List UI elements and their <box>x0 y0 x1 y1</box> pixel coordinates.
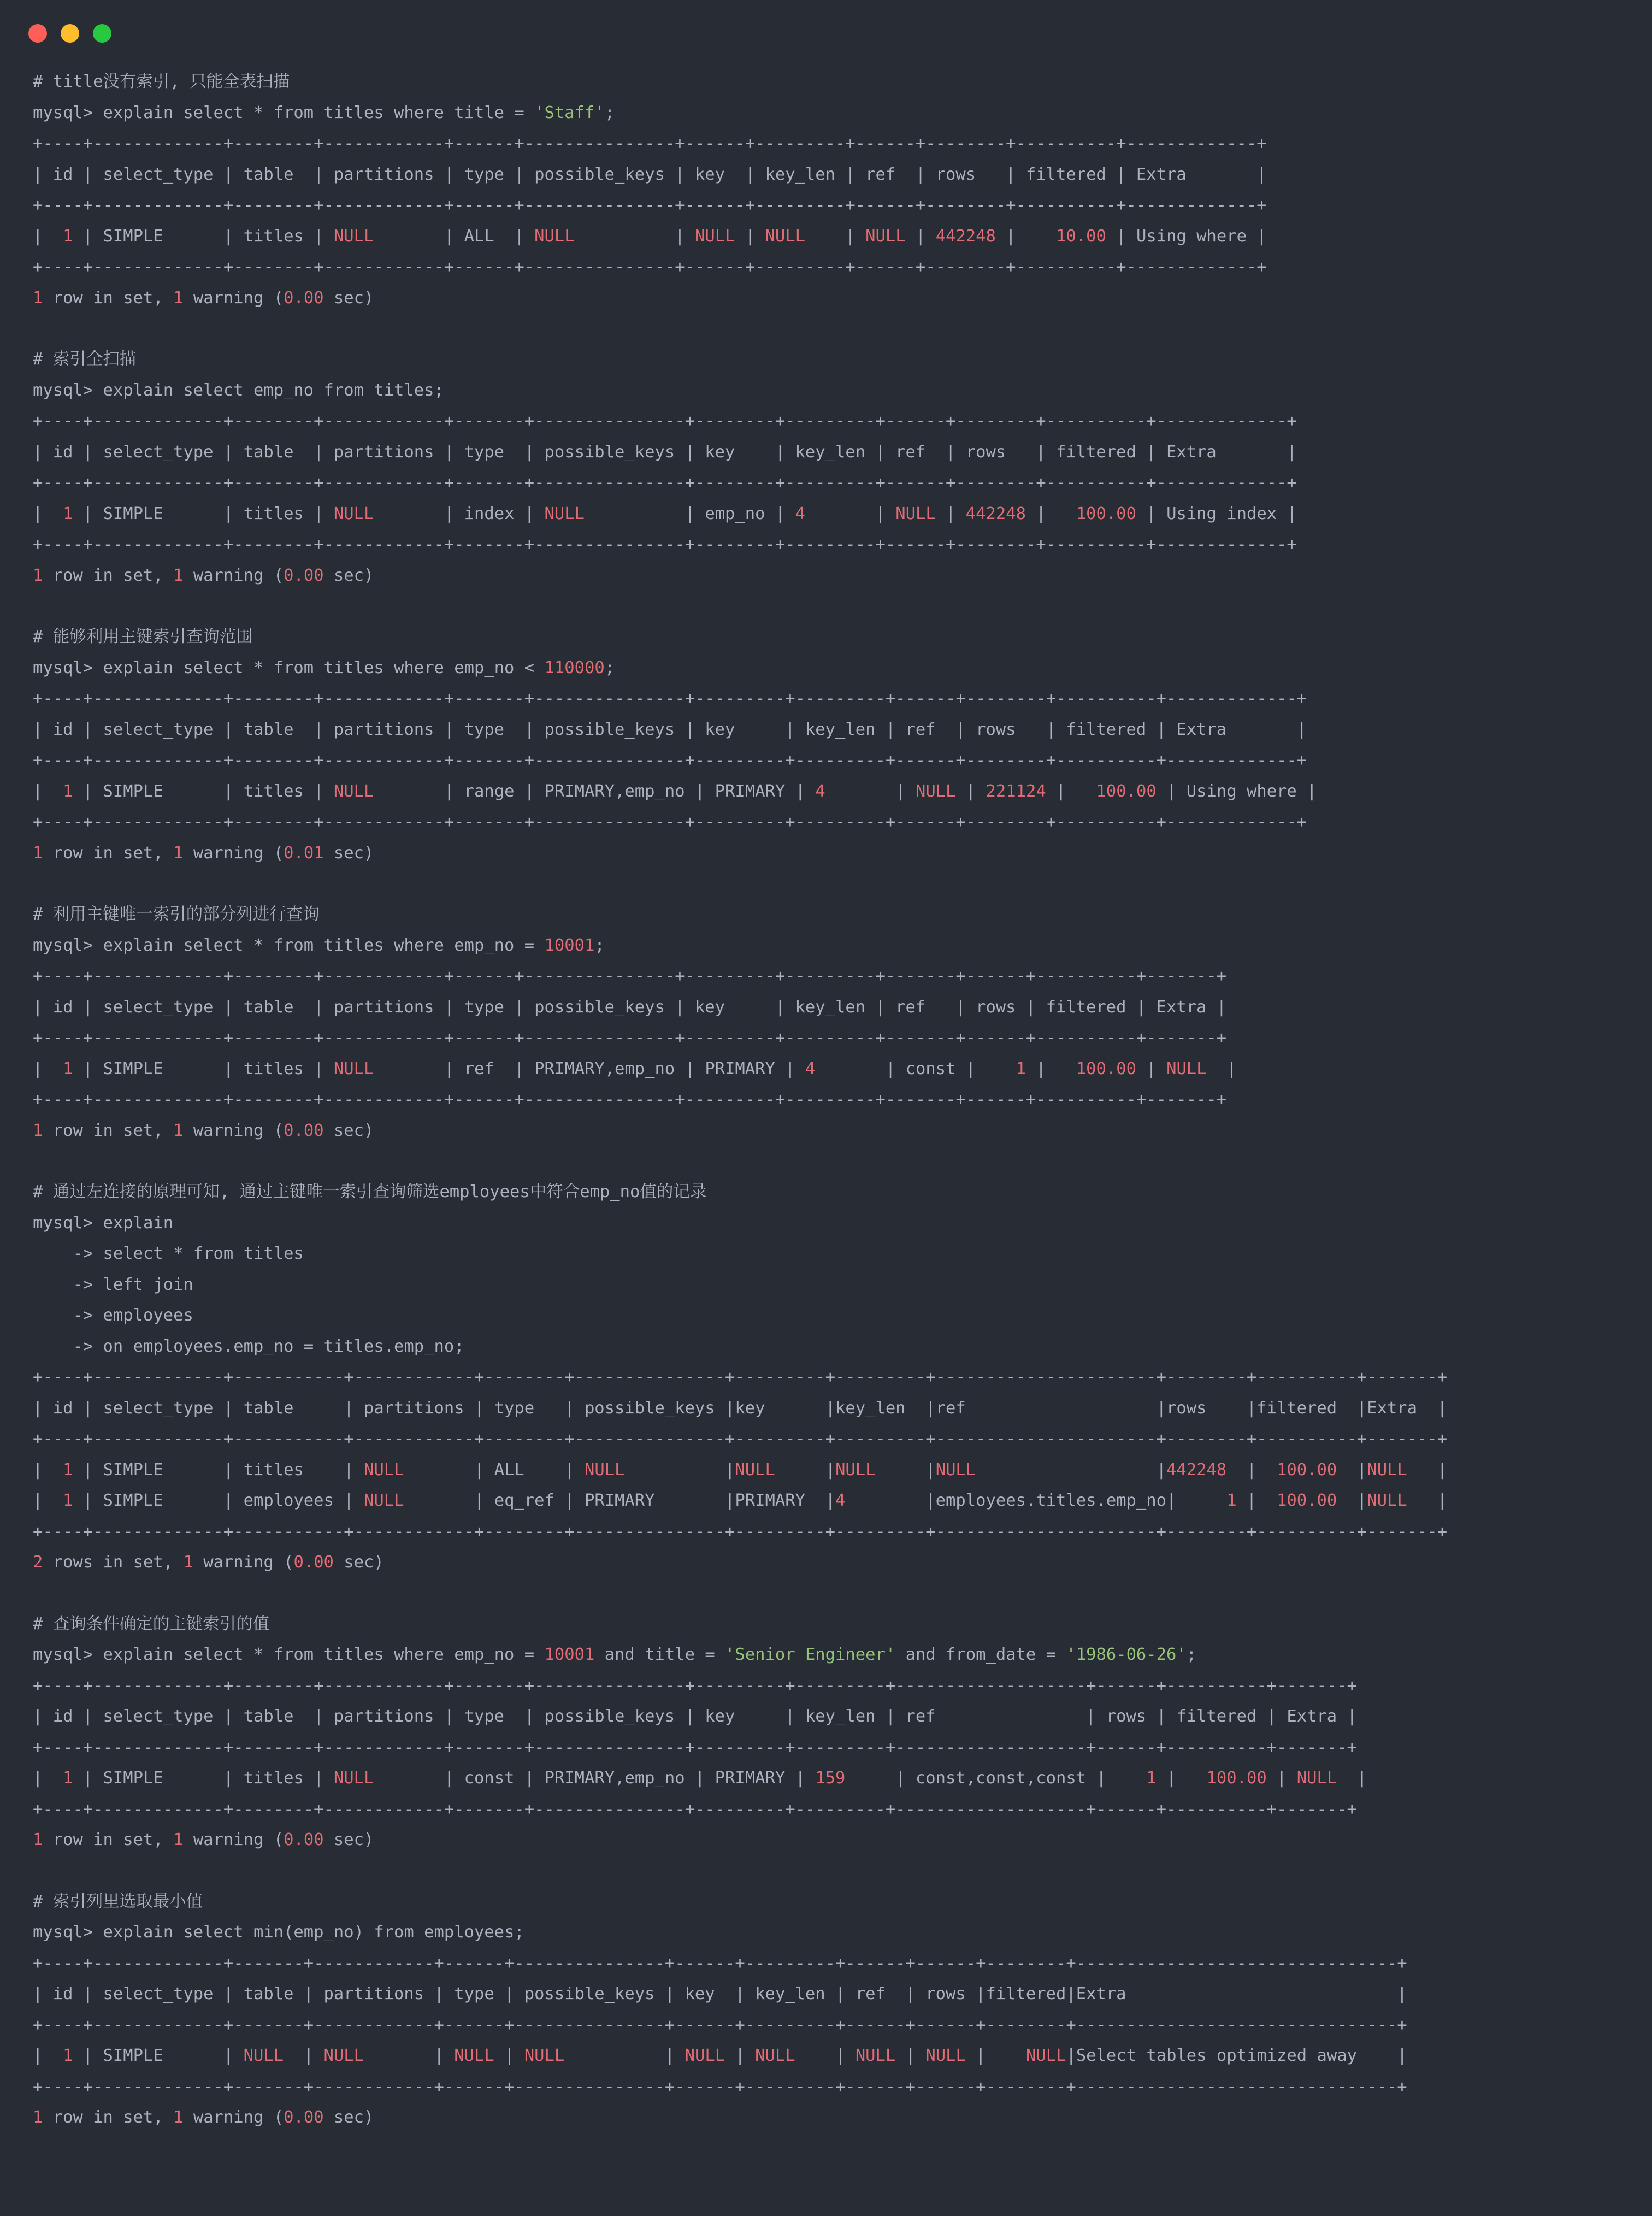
spacer <box>33 1856 1619 1887</box>
spacer <box>33 1146 1619 1177</box>
zoom-button-icon[interactable] <box>93 24 111 43</box>
result-line: 2 rows in set, 1 warning (0.00 sec) <box>33 1553 384 1572</box>
comment-text: # 通过左连接的原理可知, 通过主键唯一索引查询筛选employees中符合emp_no值的记录 <box>33 1182 707 1201</box>
result-line: 1 row in set, 1 warning (0.01 sec) <box>33 843 374 863</box>
table-header: | id | select_type | table | partitions | type | possible_keys |key |key_len |ref |rows |filtered |Extra | <box>33 1398 1448 1418</box>
result-line: 1 row in set, 1 warning (0.00 sec) <box>33 1830 374 1849</box>
table-border: +----+-------------+--------+------------+------+---------------+------+---------+------+--------+----------+-------------+ <box>33 134 1267 153</box>
comment-text: # 利用主键唯一索引的部分列进行查询 <box>33 905 320 924</box>
table-row: | 1 | SIMPLE | NULL | NULL | NULL | NULL | NULL | NULL | NULL | NULL | NULL|Select tables optimized away | <box>33 2046 1407 2065</box>
comment-text: # 能够利用主键索引查询范围 <box>33 627 253 646</box>
table-border: +----+-------------+--------+------------+-------+---------------+---------+---------+------+--------+----------+-------------+ <box>33 751 1307 770</box>
command-continuation: -> on employees.emp_no = titles.emp_no; <box>33 1336 464 1356</box>
table-row: | 1 | SIMPLE | titles | NULL | ALL | NULL | NULL | NULL | NULL | 442248 | 10.00 | Using where | <box>33 226 1267 246</box>
table-border: +----+-------------+--------+------------+------+---------------+------+---------+------+--------+----------+-------------+ <box>33 196 1267 215</box>
terminal-output[interactable] <box>0 67 1652 2166</box>
result-line: 1 row in set, 1 warning (0.00 sec) <box>33 288 374 308</box>
command-line: mysql> explain <box>33 1213 174 1233</box>
comment-text: # 索引全扫描 <box>33 350 137 369</box>
command-line: mysql> explain select * from titles where title = 'Staff'; <box>33 103 615 122</box>
comment-line <box>33 344 1619 375</box>
table-border: +----+-------------+--------+------------+-------+---------------+--------+---------+------+--------+----------+-------------+ <box>33 473 1297 492</box>
table-border: +----+-------------+-----------+------------+--------+---------------+---------+---------+----------------------+--------+----------+-------+ <box>33 1429 1448 1448</box>
command-continuation: -> select * from titles <box>33 1244 304 1263</box>
table-header: | id | select_type | table | partitions | type | possible_keys | key | key_len | ref | rows |filtered|Extra | <box>33 1984 1407 2003</box>
comment-line <box>33 622 1619 653</box>
table-border: +----+-------------+--------+------------+------+---------------+---------+---------+-------+------+----------+-------+ <box>33 966 1227 986</box>
table-header: | id | select_type | table | partitions | type | possible_keys | key | key_len | ref | rows | filtered | Extra | <box>33 720 1307 739</box>
table-border: +----+-------------+--------+------------+------+---------------+---------+---------+-------+------+----------+-------+ <box>33 1028 1227 1047</box>
table-border: +----+-------------+-------+------------+------+---------------+------+---------+------+------+--------+--------------------------------+ <box>33 2015 1407 2035</box>
table-border: +----+-------------+--------+------------+-------+---------------+--------+---------+------+--------+----------+-------------+ <box>33 411 1297 431</box>
spacer <box>33 314 1619 344</box>
comment-line <box>33 899 1619 930</box>
comment-line <box>33 1177 1619 1208</box>
table-border: +----+-------------+-------+------------+------+---------------+------+---------+------+------+--------+--------------------------------+ <box>33 2077 1407 2096</box>
command-line: mysql> explain select emp_no from titles; <box>33 380 444 400</box>
table-border: +----+-------------+-------+------------+------+---------------+------+---------+------+------+--------+--------------------------------+ <box>33 1953 1407 1973</box>
command-continuation: -> employees <box>33 1306 193 1325</box>
window-titlebar <box>0 0 1652 67</box>
command-line: mysql> explain select * from titles where emp_no = 10001 and title = 'Senior Engineer' and from_date = '1986-06-26'; <box>33 1645 1197 1664</box>
result-line: 1 row in set, 1 warning (0.00 sec) <box>33 2108 374 2127</box>
result-line: 1 row in set, 1 warning (0.00 sec) <box>33 1121 374 1140</box>
table-row: | 1 | SIMPLE | titles | NULL | const | PRIMARY,emp_no | PRIMARY | 159 | const,const,const | 1 | 100.00 | NULL | <box>33 1769 1367 1788</box>
table-border: +----+-------------+--------+------------+-------+---------------+---------+---------+-------------------+------+----------+-------+ <box>33 1737 1357 1757</box>
table-row: | 1 | SIMPLE | titles | NULL | index | NULL | emp_no | 4 | NULL | 442248 | 100.00 | Using index | <box>33 504 1297 523</box>
table-border: +----+-------------+--------+------------+-------+---------------+---------+---------+------+--------+----------+-------------+ <box>33 689 1307 708</box>
table-border: +----+-------------+--------+------------+-------+---------------+---------+---------+-------------------+------+----------+-------+ <box>33 1799 1357 1819</box>
spacer <box>33 591 1619 622</box>
close-button-icon[interactable] <box>28 24 47 43</box>
table-border: +----+-------------+--------+------------+-------+---------------+---------+---------+------+--------+----------+-------------+ <box>33 812 1307 832</box>
comment-line <box>33 1609 1619 1640</box>
comment-text: # title没有索引, 只能全表扫描 <box>33 72 290 91</box>
table-border: +----+-------------+--------+------------+------+---------------+---------+---------+-------+------+----------+-------+ <box>33 1090 1227 1109</box>
minimize-button-icon[interactable] <box>61 24 79 43</box>
comment-line <box>33 1887 1619 1918</box>
table-row: | 1 | SIMPLE | titles | NULL | ref | PRIMARY,emp_no | PRIMARY | 4 | const | 1 | 100.00 | NULL | <box>33 1059 1237 1078</box>
table-row: | 1 | SIMPLE | employees | NULL | eq_ref | PRIMARY |PRIMARY |4 |employees.titles.emp_no| 1 | 100.00 |NULL | <box>33 1491 1448 1510</box>
table-header: | id | select_type | table | partitions | type | possible_keys | key | key_len | ref | rows | filtered | Extra | <box>33 164 1267 184</box>
comment-text: # 索引列里选取最小值 <box>33 1891 203 1911</box>
spacer <box>33 1578 1619 1609</box>
command-line: mysql> explain select * from titles where emp_no < 110000; <box>33 658 615 677</box>
result-line: 1 row in set, 1 warning (0.00 sec) <box>33 565 374 585</box>
comment-line <box>33 67 1619 98</box>
table-row: | 1 | SIMPLE | titles | NULL | range | PRIMARY,emp_no | PRIMARY | 4 | NULL | 221124 | 100.00 | Using where | <box>33 781 1317 801</box>
table-border: +----+-------------+-----------+------------+--------+---------------+---------+---------+----------------------+--------+----------+-------+ <box>33 1368 1448 1387</box>
table-border: +----+-------------+--------+------------+-------+---------------+---------+---------+-------------------+------+----------+-------+ <box>33 1676 1357 1695</box>
table-header: | id | select_type | table | partitions | type | possible_keys | key | key_len | ref | rows | filtered | Extra | <box>33 442 1297 462</box>
comment-text: # 查询条件确定的主键索引的值 <box>33 1614 270 1634</box>
table-border: +----+-------------+-----------+------------+--------+---------------+---------+---------+----------------------+--------+----------+-------+ <box>33 1522 1448 1541</box>
table-border: +----+-------------+--------+------------+------+---------------+------+---------+------+--------+----------+-------------+ <box>33 257 1267 276</box>
spacer <box>33 869 1619 899</box>
command-line: mysql> explain select min(emp_no) from employees; <box>33 1923 524 1942</box>
table-header: | id | select_type | table | partitions | type | possible_keys | key | key_len | ref | rows | filtered | Extra | <box>33 1707 1357 1726</box>
table-row: | 1 | SIMPLE | titles | NULL | ALL | NULL |NULL |NULL |NULL |442248 | 100.00 |NULL | <box>33 1460 1448 1480</box>
table-border: +----+-------------+--------+------------+-------+---------------+--------+---------+------+--------+----------+-------------+ <box>33 535 1297 554</box>
command-line: mysql> explain select * from titles where emp_no = 10001; <box>33 935 605 955</box>
table-header: | id | select_type | table | partitions | type | possible_keys | key | key_len | ref | rows | filtered | Extra | <box>33 997 1227 1017</box>
command-continuation: -> left join <box>33 1275 193 1294</box>
